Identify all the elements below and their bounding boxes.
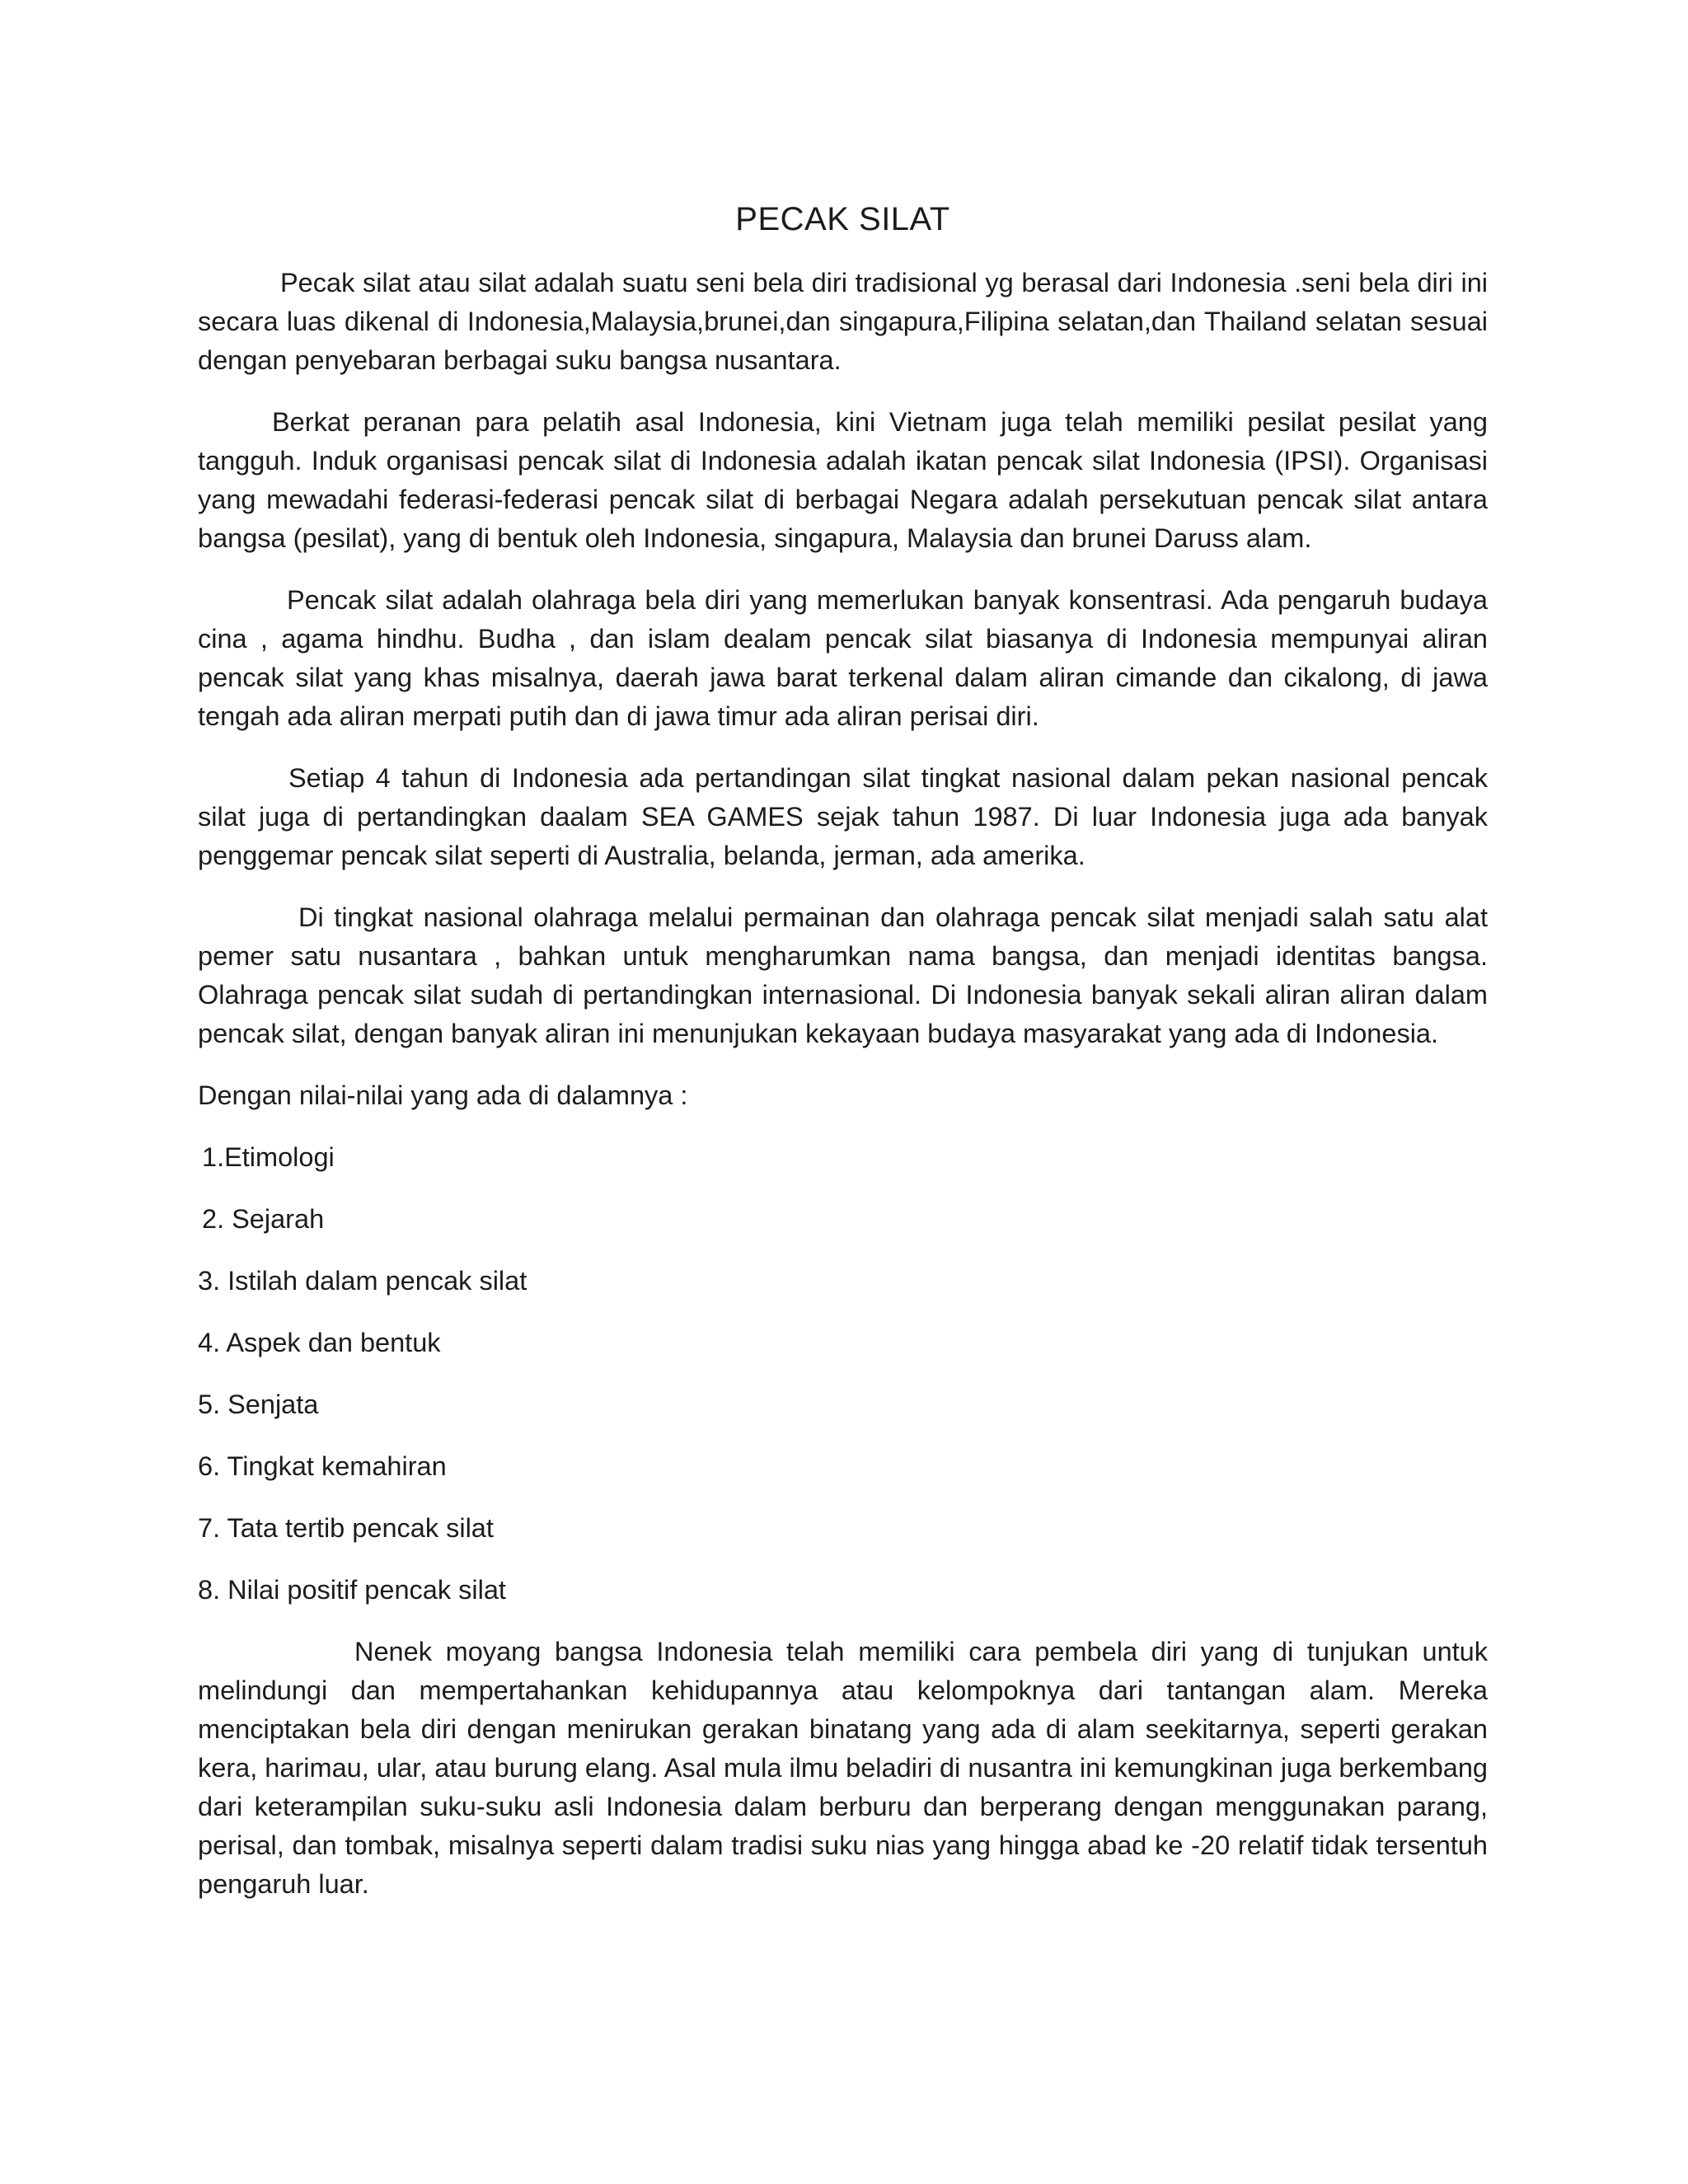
- list-item: 7. Tata tertib pencak silat: [198, 1513, 494, 1543]
- paragraph-competitions: Setiap 4 tahun di Indonesia ada pertandingan silat tingkat nasional dalam pekan nasional pencak silat juga di pertandingkan daalam SEA GAMES sejak tahun 1987. Di luar Indonesia juga ada banyak penggemar pencak silat seperti di Australia, belanda, jerman, ada amerika.: [198, 763, 1488, 870]
- list-item: 6. Tingkat kemahiran: [198, 1451, 447, 1481]
- document-body: [198, 196, 1488, 1927]
- paragraph-history: Nenek moyang bangsa Indonesia telah memiliki cara pembela diri yang di tunjukan untuk melindungi dan mempertahankan kehidupannya atau kelompoknya dari tantangan alam. Mereka menciptakan bela diri dengan menirukan gerakan binatang yang ada di alam seekitarnya, seperti gerakan kera, harimau, ular, atau burung elang. Asal mula ilmu beladiri di nusantra ini kemungkinan juga berkembang dari keterampilan suku-suku asli Indonesia dalam berburu dan berperang dengan menggunakan parang, perisal, dan tombak, misalnya seperti dalam tradisi suku nias yang hingga abad ke -20 relatif tidak tersentuh pengaruh luar.: [198, 1637, 1488, 1899]
- paragraph-intro: Pecak silat atau silat adalah suatu seni bela diri tradisional yg berasal dari Indonesia .seni bela diri ini secara luas dikenal di Indonesia,Malaysia,brunei,dan singapura,Filipina selatan,dan Thailand selatan sesuai dengan penyebaran berbagai suku bangsa nusantara.: [198, 268, 1488, 375]
- list-item: 4. Aspek dan bentuk: [198, 1328, 441, 1357]
- document-title: PECAK SILAT: [735, 201, 950, 237]
- list-item: 3. Istilah dalam pencak silat: [198, 1266, 528, 1296]
- list-item: 1.Etimologi: [202, 1142, 335, 1172]
- list-intro: Dengan nilai-nilai yang ada di dalamnya :: [198, 1080, 688, 1110]
- paragraph-organization: Berkat peranan para pelatih asal Indonesia, kini Vietnam juga telah memiliki pesilat pesilat yang tangguh. Induk organisasi pencak silat di Indonesia adalah ikatan pencak silat Indonesia (IPSI). Organisasi yang mewadahi federasi-federasi pencak silat di berbagai Negara adalah persekutuan pencak silat antara bangsa (pesilat), yang di bentuk oleh Indonesia, singapura, Malaysia dan brunei Daruss alam.: [198, 407, 1488, 553]
- paragraph-influences: Pencak silat adalah olahraga bela diri yang memerlukan banyak konsentrasi. Ada pengaruh budaya cina , agama hindhu. Budha , dan islam dealam pencak silat biasanya di Indonesia mempunyai aliran pencak silat yang khas misalnya, daerah jawa barat terkenal dalam aliran cimande dan cikalong, di jawa tengah ada aliran merpati putih dan di jawa timur ada aliran perisai diri.: [198, 585, 1488, 731]
- list-item: 2. Sejarah: [202, 1204, 325, 1234]
- paragraph-national-identity: Di tingkat nasional olahraga melalui permainan dan olahraga pencak silat menjadi salah satu alat pemer satu nusantara , bahkan untuk mengharumkan nama bangsa, dan menjadi identitas bangsa. Olahraga pencak silat sudah di pertandingkan internasional. Di Indonesia banyak sekali aliran aliran dalam pencak silat, dengan banyak aliran ini menunjukan kekayaan budaya masyarakat yang ada di Indonesia.: [198, 902, 1488, 1048]
- list-item: 8. Nilai positif pencak silat: [198, 1575, 506, 1605]
- list-item: 5. Senjata: [198, 1390, 319, 1419]
- values-list: [198, 1138, 1488, 1610]
